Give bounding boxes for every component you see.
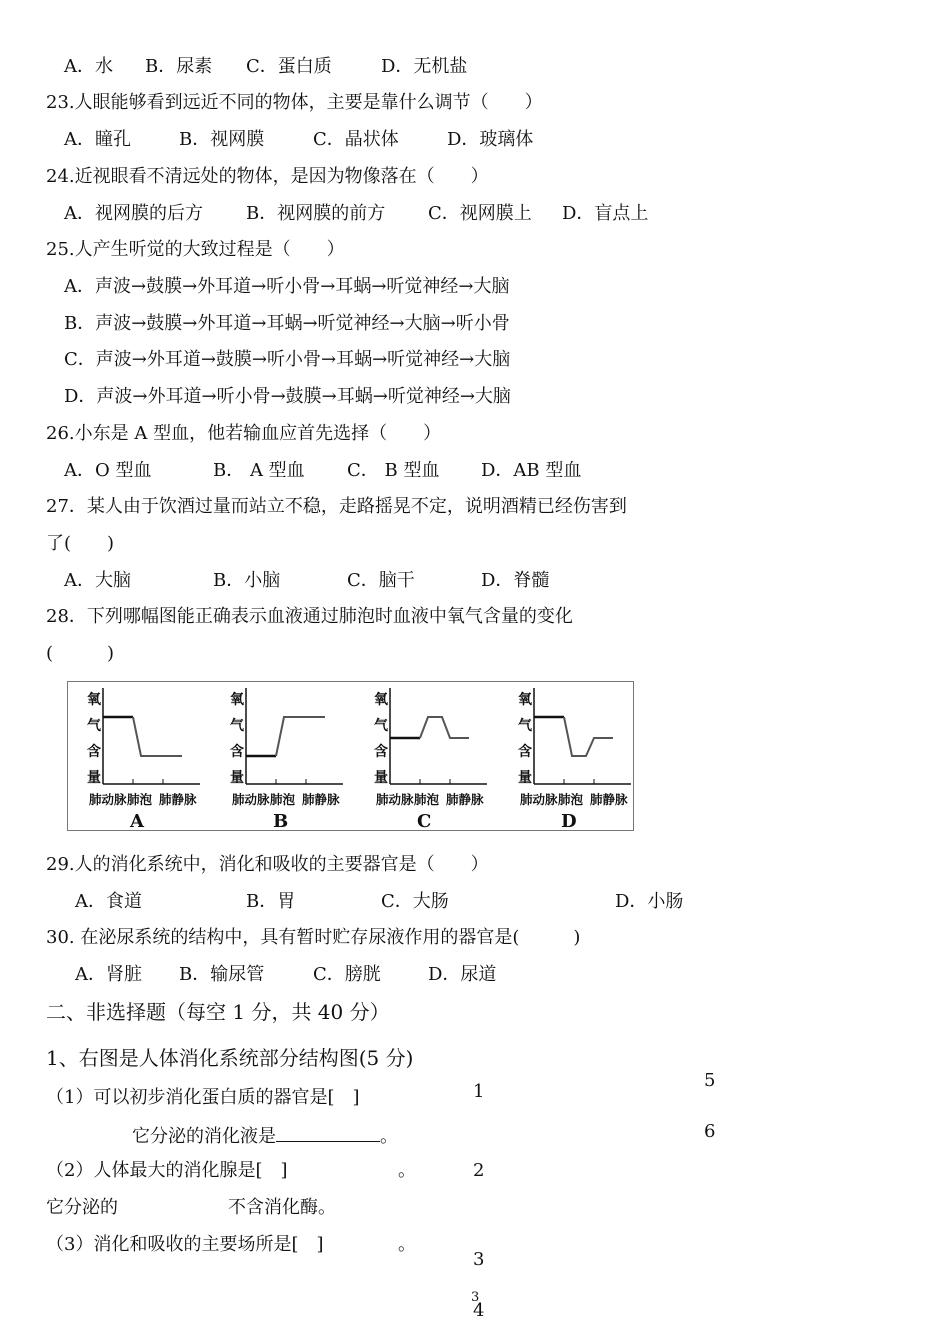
- oxygen-curve: [564, 717, 613, 756]
- x-tick-label: 肺静脉: [159, 792, 197, 807]
- oxygen-graphs-svg: [68, 682, 635, 832]
- q24-option-a: A．视网膜的后方: [64, 203, 203, 224]
- q29-option-d: D．小肠: [615, 891, 684, 912]
- q1-part3-line1-suffix: 。: [398, 1234, 416, 1255]
- q1-part1-line2-prefix: 它分泌的消化液是: [132, 1126, 276, 1147]
- q22-option-b: B．尿素: [145, 56, 213, 77]
- q22-option-a: A．水: [64, 56, 113, 77]
- q25-option-c: C．声波→外耳道→鼓膜→听小骨→耳蜗→听觉神经→大脑: [64, 349, 511, 370]
- oxygen-graphs-figure: [67, 681, 634, 831]
- x-tick-label: 肺泡: [558, 792, 584, 807]
- x-tick-label: 肺动脉: [520, 792, 558, 807]
- x-tick-label: 肺静脉: [302, 792, 340, 807]
- x-tick-label: 肺动脉: [232, 792, 270, 807]
- q23-option-d: D．玻璃体: [447, 129, 534, 150]
- q24-option-c: C．视网膜上: [428, 203, 532, 224]
- x-tick-label: 肺动脉: [376, 792, 414, 807]
- q26-option-a: A．O 型血: [64, 460, 152, 481]
- q29-stem: 29.人的消化系统中，消化和吸收的主要器官是（ ）: [46, 854, 489, 875]
- q23-stem: 23.人眼能够看到远近不同的物体，主要是靠什么调节（ ）: [46, 92, 543, 113]
- diagram-label-1: 1: [473, 1081, 485, 1102]
- diagram-label-2: 2: [473, 1160, 485, 1181]
- page-number: 3: [471, 1290, 480, 1305]
- y-axis-label-char: 气: [87, 718, 101, 734]
- q26-stem: 26.小东是 A 型血，他若输血应首先选择（ ）: [46, 423, 442, 444]
- q1-part1-line2: [132, 1124, 398, 1148]
- q27-option-a: A．大脑: [64, 570, 131, 591]
- q1-title: 1、右图是人体消化系统部分结构图(5 分): [46, 1046, 414, 1070]
- x-tick-label: 肺动脉: [89, 792, 127, 807]
- q1-part2-line2-b: 不含消化酶。: [228, 1197, 336, 1218]
- q27-option-c: C．脑干: [347, 570, 415, 591]
- oxygen-curve: [133, 717, 182, 756]
- diagram-label-3: 3: [473, 1249, 485, 1270]
- q29-option-b: B．胃: [246, 891, 296, 912]
- q1-part2-line2-a: 它分泌的: [46, 1197, 118, 1218]
- y-axis-label-char: 气: [374, 718, 388, 734]
- x-tick-label: 肺泡: [414, 792, 440, 807]
- q1-part2-line1: （2）人体最大的消化腺是[ ]: [46, 1160, 288, 1181]
- q28-stem-line1: 28．下列哪幅图能正确表示血液通过肺泡时血液中氧气含量的变化: [46, 606, 573, 627]
- q30-option-d: D．尿道: [428, 964, 497, 985]
- q23-option-a: A．瞳孔: [64, 129, 131, 150]
- q29-option-a: A．食道: [75, 891, 142, 912]
- q30-option-c: C．膀胱: [313, 964, 381, 985]
- q24-stem: 24.近视眼看不清远处的物体，是因为物像落在（ ）: [46, 166, 489, 187]
- q27-option-d: D．脊髓: [481, 570, 550, 591]
- q30-option-a: A．肾脏: [75, 964, 142, 985]
- y-axis-label-char: 氧: [518, 692, 532, 708]
- q24-option-b: B．视网膜的前方: [246, 203, 386, 224]
- q30-option-b: B．输尿管: [179, 964, 265, 985]
- y-axis-label-char: 含: [518, 744, 532, 760]
- x-tick-label: 肺静脉: [446, 792, 484, 807]
- q26-option-c: C． B 型血: [347, 460, 440, 481]
- diagram-label-5: 5: [704, 1070, 716, 1091]
- x-tick-label: 肺泡: [127, 792, 153, 807]
- q1-part1-line2-suffix: 。: [380, 1126, 398, 1147]
- x-tick-label: 肺静脉: [590, 792, 628, 807]
- diagram-label-6: 6: [704, 1121, 716, 1142]
- q1-part2-line1-suffix: 。: [398, 1160, 416, 1181]
- q28-stem-line2: ( ): [46, 643, 115, 664]
- q24-option-d: D．盲点上: [562, 203, 649, 224]
- y-axis-label-char: 含: [374, 744, 388, 760]
- q25-option-d: D．声波→外耳道→听小骨→鼓膜→耳蜗→听觉神经→大脑: [64, 386, 511, 407]
- q27-stem-line2: 了( ): [46, 533, 115, 554]
- panel-letter-b: B: [273, 811, 289, 832]
- y-axis-label-char: 气: [230, 718, 244, 734]
- y-axis-label-char: 量: [374, 770, 388, 786]
- q23-option-b: B．视网膜: [179, 129, 265, 150]
- q30-stem: 30. 在泌尿系统的结构中，具有暂时贮存尿液作用的器官是( ): [46, 927, 581, 948]
- y-axis-label-char: 氧: [87, 692, 101, 708]
- q29-option-c: C．大肠: [381, 891, 449, 912]
- q23-option-c: C．晶状体: [313, 129, 399, 150]
- panel-letter-a: A: [130, 811, 144, 832]
- y-axis-label-char: 含: [230, 744, 244, 760]
- panel-letter-c: C: [417, 811, 432, 832]
- q22-option-c: C．蛋白质: [246, 56, 332, 77]
- q27-option-b: B．小脑: [213, 570, 281, 591]
- y-axis-label-char: 气: [518, 718, 532, 734]
- y-axis-label-char: 量: [87, 770, 101, 786]
- y-axis-label-char: 氧: [374, 692, 388, 708]
- y-axis-label-char: 氧: [230, 692, 244, 708]
- y-axis-label-char: 含: [87, 744, 101, 760]
- panel-letter-d: D: [561, 811, 577, 832]
- x-tick-label: 肺泡: [270, 792, 296, 807]
- q27-stem-line1: 27．某人由于饮酒过量而站立不稳，走路摇晃不定，说明酒精已经伤害到: [46, 496, 627, 517]
- q25-option-b: B．声波→鼓膜→外耳道→耳蜗→听觉神经→大脑→听小骨: [64, 313, 510, 334]
- oxygen-curve: [420, 717, 469, 738]
- q26-option-b: B． A 型血: [213, 460, 305, 481]
- section2-title: 二、非选择题（每空 1 分，共 40 分）: [46, 1000, 390, 1024]
- q1-part1-line1: （1）可以初步消化蛋白质的器官是[ ]: [46, 1087, 360, 1108]
- oxygen-curve: [276, 717, 325, 756]
- y-axis-label-char: 量: [230, 770, 244, 786]
- q26-option-d: D．AB 型血: [481, 460, 582, 481]
- q25-option-a: A．声波→鼓膜→外耳道→听小骨→耳蜗→听觉神经→大脑: [64, 276, 510, 297]
- q25-stem: 25.人产生听觉的大致过程是（ ）: [46, 239, 345, 260]
- answer-blank[interactable]: [276, 1124, 380, 1142]
- q1-part3-line1: （3）消化和吸收的主要场所是[ ]: [46, 1234, 324, 1255]
- diagram-label-4: 4: [473, 1300, 485, 1321]
- q22-option-d: D．无机盐: [381, 56, 468, 77]
- y-axis-label-char: 量: [518, 770, 532, 786]
